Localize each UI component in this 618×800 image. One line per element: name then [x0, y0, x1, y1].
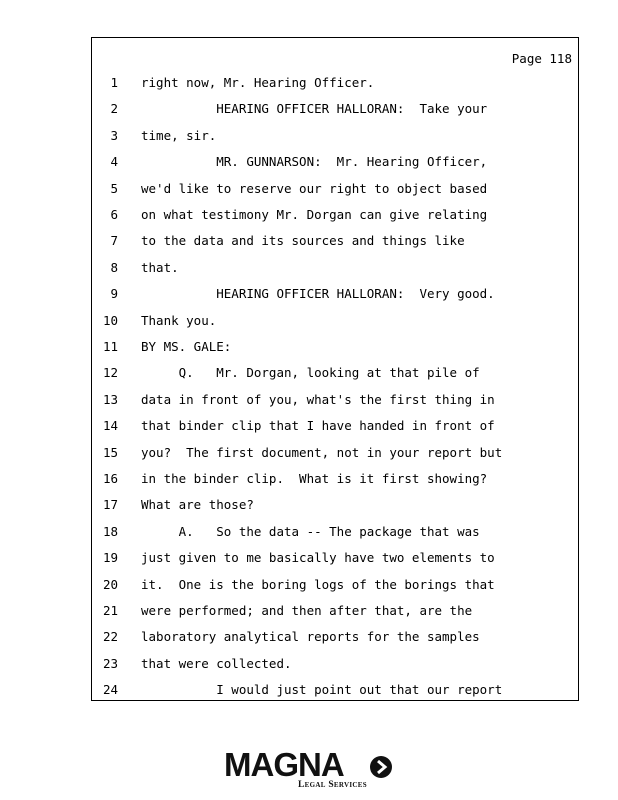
- line-text: were performed; and then after that, are the: [141, 603, 473, 618]
- transcript-line: [92, 154, 572, 174]
- line-text: it. One is the boring logs of the borings that: [141, 576, 495, 592]
- transcript-line: [92, 181, 572, 201]
- line-number: 10: [102, 312, 118, 328]
- line-number: 14: [102, 418, 118, 434]
- transcript-line: [92, 207, 572, 227]
- line-number: 20: [102, 576, 118, 592]
- line-number: 23: [102, 655, 118, 671]
- logo-subtitle: Legal Services: [298, 780, 367, 790]
- line-text: time, sir.: [141, 127, 217, 143]
- line-number: 4: [110, 154, 118, 170]
- line-number: 1: [110, 75, 118, 90]
- line-number: 7: [110, 233, 118, 249]
- transcript-line: [92, 550, 572, 570]
- line-number: 19: [102, 550, 118, 566]
- line-number: 12: [102, 365, 118, 381]
- transcript-line: [92, 629, 572, 649]
- chevron-right-icon: [370, 756, 392, 778]
- transcript-line: [92, 418, 572, 438]
- line-number: 18: [102, 523, 118, 539]
- line-text: What are those?: [141, 497, 254, 513]
- line-text: I would just point out that our report: [141, 682, 503, 698]
- line-number: 2: [110, 101, 118, 117]
- line-number: 22: [102, 629, 118, 645]
- line-text: Q. Mr. Dorgan, looking at that pile of: [141, 365, 480, 381]
- transcript-line: [92, 101, 572, 121]
- transcript-line: [92, 392, 572, 412]
- transcript-line: [92, 313, 572, 333]
- transcript-line: [92, 577, 572, 597]
- transcript-line: [92, 656, 572, 676]
- line-text: right now, Mr. Hearing Officer.: [141, 75, 375, 90]
- line-text: just given to me basically have two elements to: [141, 550, 495, 566]
- line-text: MR. GUNNARSON: Mr. Hearing Officer,: [141, 154, 488, 170]
- page-number: Page 118: [511, 51, 572, 66]
- transcript-line: [92, 233, 572, 253]
- transcript-line: [92, 497, 572, 517]
- transcript-page: [91, 37, 579, 701]
- line-text: HEARING OFFICER HALLORAN: Take your: [141, 101, 488, 117]
- line-number: 3: [110, 127, 118, 143]
- line-number: 17: [102, 497, 118, 513]
- line-number: 9: [110, 286, 118, 302]
- line-text: in the binder clip. What is it first showing?: [141, 471, 488, 486]
- line-number: 11: [102, 339, 118, 354]
- transcript-line: [92, 445, 572, 465]
- transcript-line: [92, 365, 572, 385]
- line-number: 24: [102, 682, 118, 698]
- line-text: you? The first document, not in your report but: [141, 444, 503, 460]
- line-text: HEARING OFFICER HALLORAN: Very good.: [141, 286, 495, 302]
- line-number: 15: [102, 444, 118, 460]
- line-number: 21: [102, 603, 118, 618]
- line-text: that.: [141, 259, 179, 275]
- transcript-line: [92, 603, 572, 623]
- transcript-line: [92, 339, 572, 359]
- line-number: 5: [110, 180, 118, 196]
- transcript-line: [92, 75, 572, 95]
- transcript-line: [92, 286, 572, 306]
- line-text: that were collected.: [141, 655, 292, 671]
- logo-wordmark: MAGNA: [224, 746, 344, 783]
- line-text: to the data and its sources and things like: [141, 233, 465, 249]
- transcript-line: [92, 471, 572, 491]
- transcript-line: [92, 682, 572, 702]
- line-number: 16: [102, 471, 118, 486]
- magna-logo: [224, 746, 396, 792]
- transcript-line: [92, 524, 572, 544]
- transcript-line: [92, 260, 572, 280]
- transcript-line: [92, 128, 572, 148]
- line-text: Thank you.: [141, 312, 217, 328]
- line-text: that binder clip that I have handed in front of: [141, 418, 495, 434]
- line-text: laboratory analytical reports for the samples: [141, 629, 480, 645]
- line-text: BY MS. GALE:: [141, 339, 232, 354]
- line-number: 8: [110, 259, 118, 275]
- line-number: 13: [102, 391, 118, 407]
- line-text: on what testimony Mr. Dorgan can give relating: [141, 207, 488, 222]
- line-text: we'd like to reserve our right to object based: [141, 180, 488, 196]
- line-text: A. So the data -- The package that was: [141, 523, 480, 539]
- line-number: 6: [110, 207, 118, 222]
- line-text: data in front of you, what's the first thing in: [141, 391, 495, 407]
